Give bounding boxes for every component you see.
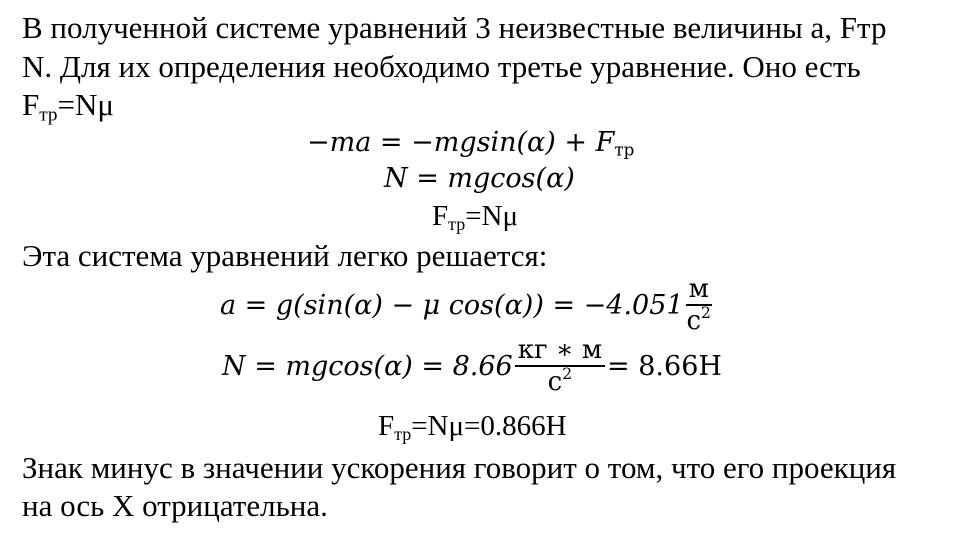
equation-friction-symbol: F xyxy=(432,200,449,232)
conclusion-line-1: Знак минус в значении ускорения говорит о том, что его проекция xyxy=(22,450,897,485)
solution-friction-subscript: тр xyxy=(394,424,412,445)
equation-motion xyxy=(307,129,634,158)
equation-friction xyxy=(432,202,518,233)
solution-friction-symbol: F xyxy=(378,410,395,442)
equation-friction-subscript: тр xyxy=(448,214,466,235)
solution-friction xyxy=(378,412,567,443)
solution-normal-force xyxy=(222,337,722,395)
friction-subscript: тр xyxy=(39,104,58,126)
acceleration-unit-den-base: с xyxy=(686,306,702,336)
normal-unit-fraction xyxy=(515,337,605,395)
intro-line-3 xyxy=(22,89,114,125)
acceleration-unit-numerator: м xyxy=(686,276,712,306)
friction-symbol: F xyxy=(22,87,40,122)
normal-unit-den-base: с xyxy=(547,367,563,397)
equation-normal-force: N = mgcos(α) xyxy=(384,163,575,194)
solution-acceleration xyxy=(220,276,714,334)
solution-normal-result: = 8.66Н xyxy=(607,350,722,382)
acceleration-unit-fraction xyxy=(686,276,712,334)
solve-label: Эта система уравнений легко решается: xyxy=(22,238,548,273)
normal-unit-den-power: 2 xyxy=(562,365,573,384)
solution-acceleration-expression: a = g(sin(α) − μ cos(α)) = −4.051 xyxy=(220,289,684,321)
solution-normal-expression: N = mgcos(α) = 8.66 xyxy=(222,350,513,382)
equation-friction-rest: =Nμ xyxy=(465,200,519,232)
acceleration-unit-denominator xyxy=(686,306,710,334)
intro-line-1: В полученной системе уравнений 3 неизвестные величины a, Fтр xyxy=(22,10,887,45)
intro-line-2: N. Для их определения необходимо третье уравнение. Оно есть xyxy=(22,49,861,84)
normal-unit-numerator: кг ∗ м xyxy=(515,337,605,367)
conclusion-line-2: на ось X отрицательна. xyxy=(22,488,328,523)
friction-formula-rest: =Nμ xyxy=(57,87,114,122)
solution-friction-rest: =Nμ=0.866Н xyxy=(411,410,567,442)
equation-motion-subscript: тр xyxy=(614,139,635,160)
equation-motion-body: −ma = −mgsin(α) + F xyxy=(307,127,615,158)
normal-unit-denominator xyxy=(548,367,572,395)
acceleration-unit-den-power: 2 xyxy=(701,304,711,323)
